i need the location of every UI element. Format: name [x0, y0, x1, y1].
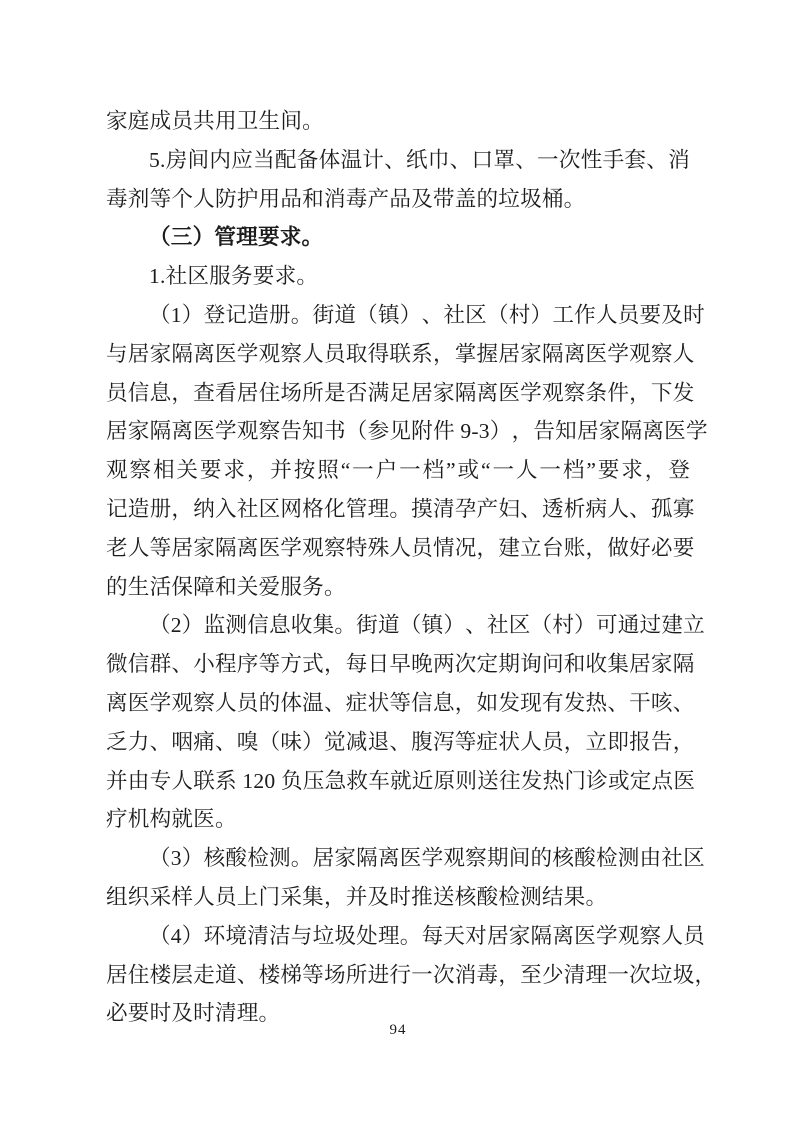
text-line: 并 由 专 人 联 系 1 2 0 负 压 急 救 车 就 近 原 则 送 往 发 热 门 诊 或 定 点 医: [106, 768, 696, 793]
text-line: 5 . 房 间 内 应 当 配 备 体 温 计 、 纸 巾 、 口 罩 、 一 次 性 手 套 、 消: [149, 147, 690, 172]
text-line: 离 医 学 观 察 人 员 的 体 温 、 症 状 等 信 息 ， 如 发 现 有 发 热 、 干 咳 、: [106, 690, 695, 715]
text-line: 1.社区服务要求。: [149, 264, 319, 289]
page-footer: [106, 1020, 690, 1040]
text-line: 家庭成员共用卫生间。: [106, 109, 324, 133]
page-number: 94: [389, 1022, 407, 1038]
text-line: 乏 力 、 咽 痛 、 嗅 （ 味 ） 觉 减 退 、 腹 泻 等 症 状 人 员 ， 立 即 报 告 ，: [106, 729, 695, 754]
text-line: 员 信 息 ， 查 看 居 住 场 所 是 否 满 足 居 家 隔 离 医 学 观 察 条 件 ， 下 发: [106, 380, 695, 405]
text-line: 居 家 隔 离 医 学 观 察 告 知 书 （ 参 见 附 件 9 - 3 ） ， 告 知 居 家 隔 离 医 学: [106, 419, 708, 444]
text-line: 记 造 册 ， 纳 入 社 区 网 格 化 管 理 。 摸 清 孕 产 妇 、 透 析 病 人 、 孤 寡: [106, 496, 695, 521]
text-line: 必要时及时清理。: [106, 1001, 281, 1026]
text-line: （ 2 ） 监 测 信 息 收 集 。 街 道 （ 镇 ） 、 社 区 （ 村 ） 可 通 过 建 立: [149, 613, 705, 638]
text-line: 组织采样人员上门采集，并及时推送核酸检测结果。: [106, 884, 608, 909]
text-line: 与 居 家 隔 离 医 学 观 察 人 员 取 得 联 系 ， 掌 握 居 家 隔 离 医 学 观 察 人: [106, 341, 695, 366]
text-line: （ 4 ） 环 境 清 洁 与 垃 圾 处 理 。 每 天 对 居 家 隔 离 医 学 观 察 人 员: [149, 923, 705, 948]
text-line: （三）管理要求。: [149, 225, 324, 250]
text-line: 的生活保障和关爱服务。: [106, 574, 346, 599]
text-line: 老 人 等 居 家 隔 离 医 学 观 察 特 殊 人 员 情 况 ， 建 立 台 账 ， 做 好 必 要: [106, 535, 695, 560]
text-line: （ 1 ） 登 记 造 册 。 街 道 （ 镇 ） 、 社 区 （ 村 ） 工 作 人 员 要 及 时: [149, 302, 705, 327]
document-body: [106, 102, 717, 1033]
text-line: 疗机构就医。: [106, 807, 237, 832]
text-line: 居 住 楼 层 走 道 、 楼 梯 等 场 所 进 行 一 次 消 毒 ， 至 少 清 理 一 次 垃 圾 ，: [106, 962, 717, 987]
text-line: （ 3 ） 核 酸 检 测 。 居 家 隔 离 医 学 观 察 期 间 的 核 酸 检 测 由 社 区: [149, 846, 705, 871]
text-line: 毒剂等个人防护用品和消毒产品及带盖的垃圾桶。: [106, 186, 586, 211]
text-line: 微 信 群 、 小 程 序 等 方 式 ， 每 日 早 晚 两 次 定 期 询 问 和 收 集 居 家 隔: [106, 652, 695, 677]
text-line: 观 察 相 关 要 求 ， 并 按 照 “ 一 户 一 档 ” 或 “ 一 人 一 档 ” 要 求 ， 登: [106, 458, 690, 483]
